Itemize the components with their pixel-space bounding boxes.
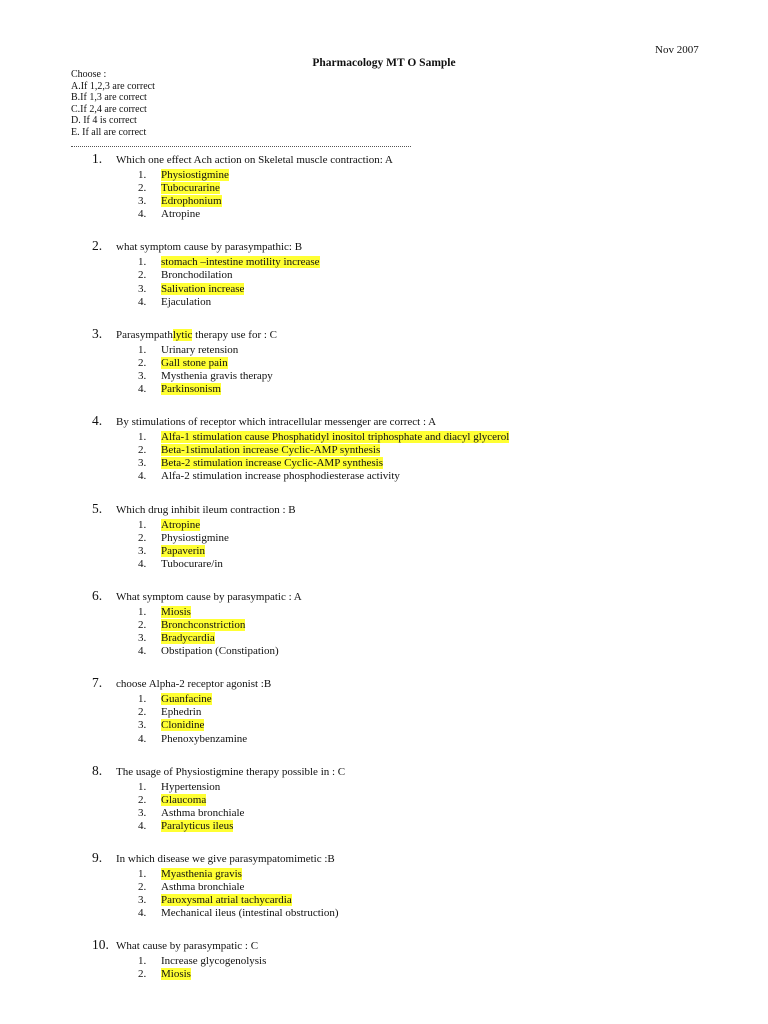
option-text: Mechanical ileus (intestinal obstruction) (161, 907, 339, 920)
option-text-highlighted: Tubocurarine (161, 182, 220, 195)
option-text-highlighted: Physiostigmine (161, 169, 229, 181)
question (0, 151, 768, 238)
option-text: Obstipation (Constipation) (161, 645, 279, 658)
option (0, 820, 768, 833)
question-number: 5. (92, 500, 103, 516)
option-text-highlighted: Atropine (161, 518, 201, 531)
option-text-highlighted: Papaverin (161, 544, 205, 557)
option (0, 781, 768, 794)
document-title: Pharmacology MT O Sample (312, 57, 456, 69)
document-date: Nov 2007 (655, 44, 699, 56)
question-text: What symptom cause by parasympatic : A (116, 590, 302, 603)
option (0, 444, 768, 457)
option-number: 4. (138, 645, 147, 658)
option-text: Phenoxybenzamine (161, 732, 248, 745)
question-number: 10. (92, 937, 109, 953)
legend-line: Choose : (71, 69, 107, 80)
option (0, 470, 768, 483)
option-number: 4. (138, 907, 147, 920)
option-text-highlighted: Alfa-1 stimulation cause Phosphatidyl inositol triphosphate and diacyl glycerol (161, 431, 510, 444)
option-number: 3. (138, 457, 147, 470)
option (0, 706, 768, 719)
option-text-highlighted: stomach –intestine motility increase (161, 256, 320, 269)
option-number: 3. (138, 544, 147, 557)
question-text-highlighted-part: Parasympathlytic (116, 328, 193, 341)
option (0, 431, 768, 444)
question (0, 413, 768, 500)
option-text-highlighted: Beta-1stimulation increase Cyclic-AMP synthesis (161, 444, 381, 457)
option (0, 719, 768, 732)
option-text-highlighted: Beta-2 stimulation increase Cyclic-AMP synthesis (161, 457, 383, 470)
dotted-divider (71, 146, 411, 147)
option (0, 868, 768, 881)
option (0, 370, 768, 383)
option (0, 182, 768, 195)
option-number: 4. (138, 383, 147, 396)
option-number: 2. (138, 793, 147, 806)
option-number: 1. (138, 518, 147, 531)
option-number: 1. (138, 343, 147, 356)
question-text (116, 329, 277, 341)
question (0, 588, 768, 675)
option-text-highlighted: Bradycardia (161, 632, 215, 645)
question-number: 9. (92, 850, 103, 865)
option (0, 383, 768, 396)
option-text: Physiostigmine (161, 531, 229, 544)
option (0, 532, 768, 545)
option-number: 2. (138, 444, 147, 457)
option-number: 2. (138, 182, 147, 195)
question-text: what symptom cause by parasympathic: B (116, 241, 303, 254)
option-text-highlighted: Salivation increase (161, 282, 245, 295)
option-text-highlighted: Bronchconstriction (161, 618, 246, 631)
option (0, 519, 768, 532)
option (0, 256, 768, 269)
option-number: 1. (138, 868, 147, 880)
option (0, 606, 768, 619)
option-number: 2. (138, 706, 147, 719)
option-text: Mysthenia gravis therapy (161, 369, 273, 382)
question-text: Which drug inhibit ileum contraction : B (116, 503, 296, 516)
legend-line: E. If all are correct (71, 126, 147, 138)
question-text: choose Alpha-2 receptor agonist :B (116, 678, 272, 691)
option (0, 632, 768, 645)
option-text: Hypertension (161, 780, 221, 793)
question-text: Which one effect Ach action on Skeletal muscle contraction: A (116, 154, 393, 166)
question (0, 763, 768, 850)
option-text: Ephedrin (161, 706, 202, 719)
question-list (0, 151, 768, 982)
legend-line: B.If 1,3 are correct (71, 92, 147, 104)
question-text: The usage of Physiostigmine therapy possible in : C (116, 765, 346, 778)
option-text: Increase glycogenolysis (161, 955, 267, 968)
option-number: 3. (138, 632, 147, 645)
question-number: 8. (92, 762, 103, 778)
option (0, 881, 768, 894)
question-number: 2. (92, 238, 103, 254)
option (0, 195, 768, 208)
option-text-highlighted: Paroxysmal atrial tachycardia (161, 894, 292, 907)
option-number: 4. (138, 819, 147, 832)
option-text-highlighted: Gall stone pain (161, 356, 228, 369)
option-text: Tubocurare/in (161, 557, 223, 570)
question-number: 1. (92, 151, 103, 166)
option-number: 3. (138, 369, 147, 382)
option-text: Alfa-2 stimulation increase phosphodiesterase activity (161, 470, 400, 483)
question-number: 7. (92, 675, 103, 691)
option (0, 169, 768, 182)
option (0, 208, 768, 221)
option (0, 645, 768, 658)
option-number: 2. (138, 618, 147, 631)
option-number: 1. (138, 169, 147, 181)
option-text-highlighted: Glaucoma (161, 793, 207, 806)
option-number: 3. (138, 806, 147, 819)
option-number: 1. (138, 693, 147, 706)
option-number: 2. (138, 881, 147, 894)
option (0, 457, 768, 470)
option (0, 545, 768, 558)
option (0, 968, 768, 981)
option-text-highlighted: Miosis (161, 968, 191, 981)
option-number: 3. (138, 282, 147, 295)
question-number: 4. (92, 413, 103, 429)
question-text: In which disease we give parasympatomimetic :B (116, 853, 335, 865)
option-number: 4. (138, 208, 147, 221)
option-text: Asthma bronchiale (161, 806, 245, 819)
question-text: By stimulations of receptor which intracellular messenger are correct : A (116, 416, 437, 429)
legend-line: A.If 1,2,3 are correct (71, 80, 155, 92)
option (0, 693, 768, 706)
option-text: Asthma bronchiale (161, 881, 245, 894)
option-number: 2. (138, 968, 147, 981)
answer-key-legend (71, 69, 155, 139)
option-text: Urinary retension (161, 343, 239, 356)
option (0, 269, 768, 282)
option-number: 4. (138, 557, 147, 570)
option-number: 1. (138, 256, 147, 269)
option (0, 807, 768, 820)
option (0, 344, 768, 357)
question (0, 937, 768, 981)
option-text: Bronchodilation (161, 269, 233, 282)
question-text-rest: therapy use for : C (192, 328, 278, 341)
option (0, 955, 768, 968)
option (0, 558, 768, 571)
option-number: 1. (138, 955, 147, 968)
option (0, 907, 768, 920)
option-number: 1. (138, 605, 147, 618)
option-number: 4. (138, 295, 147, 308)
option-text-highlighted: Myasthenia gravis (161, 868, 242, 880)
highlight-mark: lytic (172, 328, 193, 341)
option (0, 794, 768, 807)
option-number: 4. (138, 732, 147, 745)
question (0, 501, 768, 588)
question (0, 850, 768, 937)
option-text-highlighted: Guanfacine (161, 693, 212, 706)
option-number: 3. (138, 719, 147, 732)
option-number: 1. (138, 431, 147, 444)
option-text-highlighted: Miosis (161, 605, 191, 618)
option-number: 2. (138, 356, 147, 369)
option-number: 1. (138, 780, 147, 793)
question-number: 3. (92, 325, 103, 341)
option-text-highlighted: Edrophonium (161, 195, 222, 208)
option-text: Ejaculation (161, 295, 212, 308)
option-number: 4. (138, 470, 147, 483)
option-number: 2. (138, 531, 147, 544)
option-number: 2. (138, 269, 147, 282)
legend-line: C.If 2,4 are correct (71, 103, 147, 115)
option (0, 283, 768, 296)
option-text-highlighted: Paralyticus ileus (161, 819, 234, 832)
option (0, 894, 768, 907)
option (0, 733, 768, 746)
question-number: 6. (92, 587, 103, 603)
question (0, 238, 768, 325)
option (0, 296, 768, 309)
legend-line: D. If 4 is correct (71, 115, 137, 127)
option (0, 619, 768, 632)
option-number: 3. (138, 894, 147, 907)
option-text-highlighted: Parkinsonism (161, 383, 221, 396)
option-text-highlighted: Clonidine (161, 719, 205, 732)
question-text: What cause by parasympatic : C (116, 940, 259, 953)
option-text: Atropine (161, 208, 201, 221)
option (0, 357, 768, 370)
question (0, 326, 768, 413)
question (0, 675, 768, 762)
option-number: 3. (138, 195, 147, 208)
